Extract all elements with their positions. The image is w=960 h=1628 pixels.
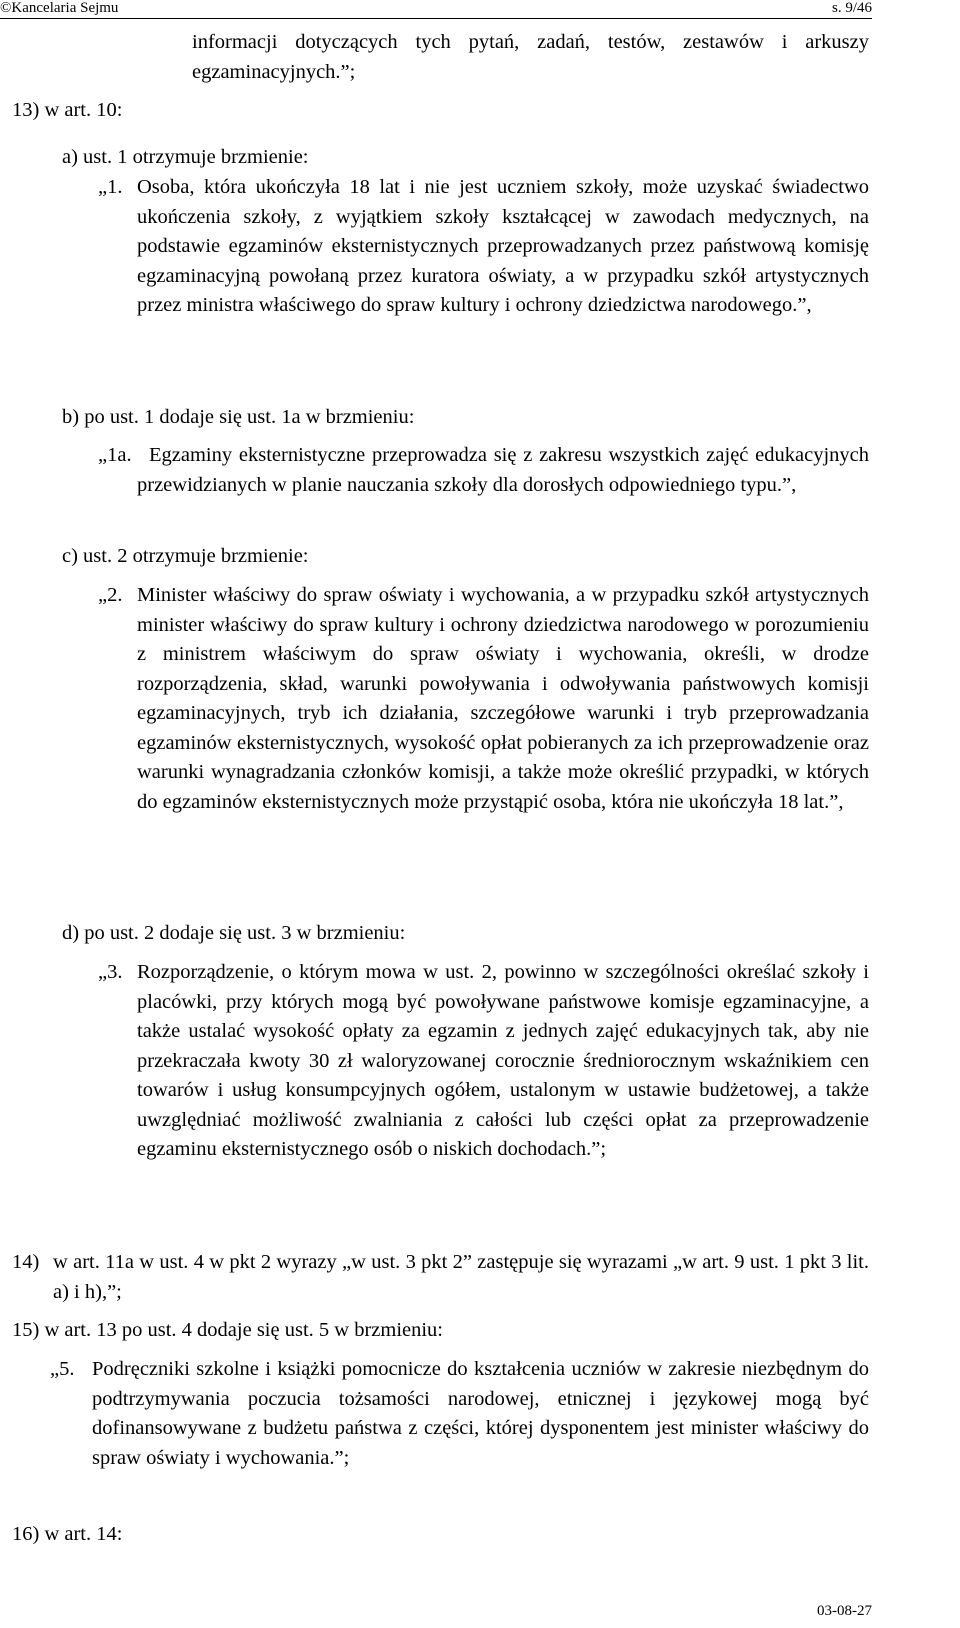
item-16-label: 16) w art. 14: <box>12 1523 123 1545</box>
paragraph-2 <box>98 581 869 817</box>
paragraph-1-text: Osoba, która ukończyła 18 lat i nie jest uczniem szkoły, może uzyskać świadectwo ukończenia szkoły, z wyjątkiem szkoły kształcącej w zawodach medycznych, na podstawie egzaminów eksternistycznych przeprowadzanych przez państwową komisję egzaminacyjną powołaną przez kuratora oświaty, a w przypadku szkół artystycznych przez ministra właściwego do spraw kultury i ochrony dziedzictwa narodowego.”, <box>137 176 869 316</box>
paragraph-5-text: Podręczniki szkolne i książki pomocnicze do kształcenia uczniów w zakresie niezbędnym do podtrzymywania poczucia tożsamości narodowej, etnicznej i językowej mogą być dofinansowywane z budżetu państwa z części, której dysponentem jest minister właściwy do spraw oświaty i wychowania.”; <box>92 1358 869 1469</box>
paragraph-2-marker: „2. <box>98 584 123 606</box>
intro-continuation: informacji dotyczących tych pytań, zadań, testów, zestawów i arkuszy egzaminacyjnych.”; <box>192 31 869 83</box>
paragraph-3 <box>98 958 869 1165</box>
sub-c-label: c) ust. 2 otrzymuje brzmienie: <box>62 545 309 567</box>
header-source: ©Kancelaria Sejmu <box>0 0 119 16</box>
paragraph-1-marker: „1. <box>98 176 123 198</box>
footer-date: 03-08-27 <box>817 1603 872 1619</box>
paragraph-1a <box>98 441 869 500</box>
item-14 <box>12 1248 869 1307</box>
paragraph-5-marker: „5. <box>50 1358 75 1380</box>
paragraph-1a-text: Egzaminy eksternistyczne przeprowadza się z zakresu wszystkich zajęć edukacyjnych przewidzianych w planie nauczania szkoły dla dorosłych odpowiedniego typu.”, <box>137 444 869 496</box>
paragraph-1a-marker: „1a. <box>98 444 132 466</box>
header-divider <box>0 18 872 19</box>
paragraph-3-marker: „3. <box>98 961 123 983</box>
paragraph-3-text: Rozporządzenie, o którym mowa w ust. 2, powinno w szczególności określać szkoły i placówki, przy których mogą być powoływane państwowe komisje egzaminacyjne, a także ustalać wysokość opłaty za egzamin z jednych zajęć edukacyjnych tak, aby nie przekraczała kwoty 30 zł waloryzowanej corocznie średniorocznym wskaźnikiem cen towarów i usług konsumpcyjnych ogółem, ustalonym w ustawie budżetowej, a także uwzględniać możliwość zwalniania z całości lub części opłat za przeprowadzenie egzaminu eksternistycznego osób o niskich dochodach.”; <box>137 961 869 1160</box>
sub-d-label: d) po ust. 2 dodaje się ust. 3 w brzmieniu: <box>62 922 406 944</box>
sub-a-label: a) ust. 1 otrzymuje brzmienie: <box>62 146 309 168</box>
paragraph-1 <box>98 173 869 321</box>
paragraph-5 <box>50 1355 869 1473</box>
paragraph-2-text: Minister właściwy do spraw oświaty i wychowania, a w przypadku szkół artystycznych minister właściwy do spraw kultury i ochrony dziedzictwa narodowego w porozumieniu z ministrem właściwym do spraw oświaty i wychowania, określi, w drodze rozporządzenia, skład, warunki powoływania i odwoływania państwowych komisji egzaminacyjnych, tryb ich działania, szczegółowe warunki i tryb przeprowadzania egzaminów eksternistycznych, wysokość opłat pobieranych za ich przeprowadzenie oraz warunki wynagradzania członków komisji, a także może określić przypadki, w których do egzaminów eksternistycznych może przystąpić osoba, która nie ukończyła 18 lat.”, <box>137 584 869 813</box>
item-15-label: 15) w art. 13 po ust. 4 dodaje się ust. 5 w brzmieniu: <box>12 1319 444 1341</box>
header-page-number: s. 9/46 <box>831 0 872 16</box>
item-14-text: w art. 11a w ust. 4 w pkt 2 wyrazy „w ust. 3 pkt 2” zastępuje się wyrazami „w art. 9 ust. 1 pkt 3 lit. a) i h),”; <box>53 1251 869 1303</box>
sub-b-label: b) po ust. 1 dodaje się ust. 1a w brzmieniu: <box>62 406 415 428</box>
item-14-marker: 14) <box>12 1251 40 1273</box>
item-13-label: 13) w art. 10: <box>12 99 123 121</box>
